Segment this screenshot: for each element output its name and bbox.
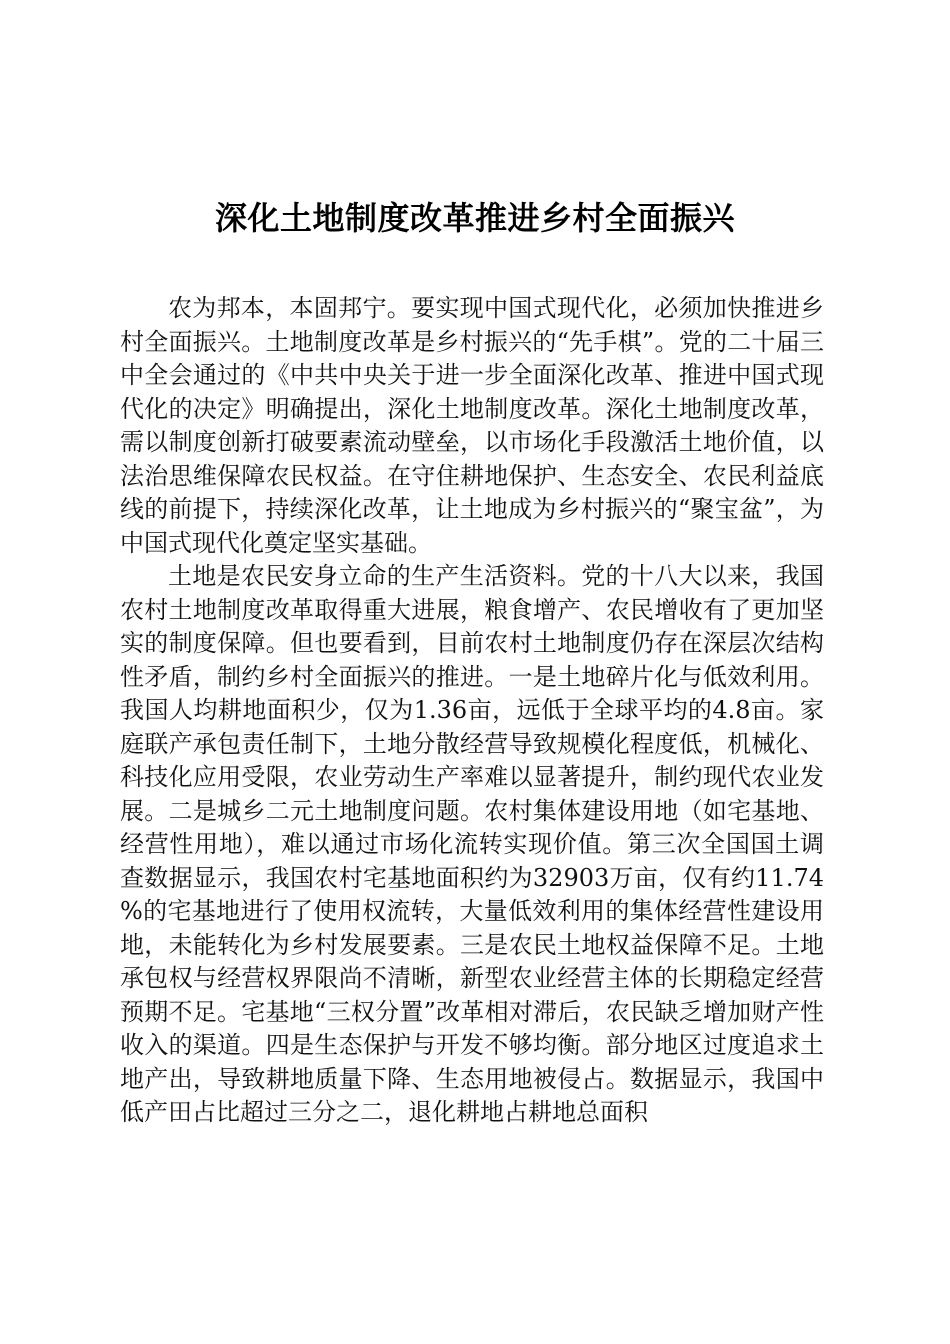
paragraph-1: 农为邦本，本固邦宁。要实现中国式现代化，必须加快推进乡村全面振兴。土地制度改革是乡村振兴的“先手棋”。党的二十届三中全会通过的《中共中央关于进一步全面深化改革、推进中国式现代化的决定》明确提出，深化土地制度改革。深化土地制度改革，需以制度创新打破要素流动壁垒，以市场化手段激活土地价值，以法治思维保障农民权益。在守住耕地保护、生态安全、农民利益底线的前提下，持续深化改革，让土地成为乡村振兴的“聚宝盆”，为中国式现代化奠定坚实基础。 bbox=[120, 294, 824, 557]
document-body bbox=[120, 292, 824, 1130]
paragraph-2: 土地是农民安身立命的生产生活资料。党的十八大以来，我国农村土地制度改革取得重大进展，粮食增产、农民增收有了更加坚实的制度保障。但也要看到，目前农村土地制度仍存在深层次结构性矛盾，制约乡村全面振兴的推进。一是土地碎片化与低效利用。我国人均耕地面积少，仅为1.36亩，远低于全球平均的4.8亩。家庭联产承包责任制下，土地分散经营导致规模化程度低，机械化、科技化应用受限，农业劳动生产率难以显著提升，制约现代农业发展。二是城乡二元土地制度问题。农村集体建设用地（如宅基地、经营性用地），难以通过市场化流转实现价值。第三次全国国土调查数据显示，我国农村宅基地面积约为32903万亩，仅有约11.74%的宅基地进行了使用权流转，大量低效利用的集体经营性建设用地，未能转化为乡村发展要素。三是农民土地权益保障不足。土地承包权与经营权界限尚不清晰，新型农业经营主体的长期稳定经营预期不足。宅基地“三权分置”改革相对滞后，农民缺乏增加财产性收入的渠道。四是生态保护与开发不够均衡。部分地区过度追求土地产出，导致耕地质量下降、生态用地被侵占。数据显示，我国中低产田占比超过三分之二，退化耕地占耕地总面积 bbox=[120, 562, 824, 1126]
document-title: 深化土地制度改革推进乡村全面振兴 bbox=[214, 199, 735, 237]
